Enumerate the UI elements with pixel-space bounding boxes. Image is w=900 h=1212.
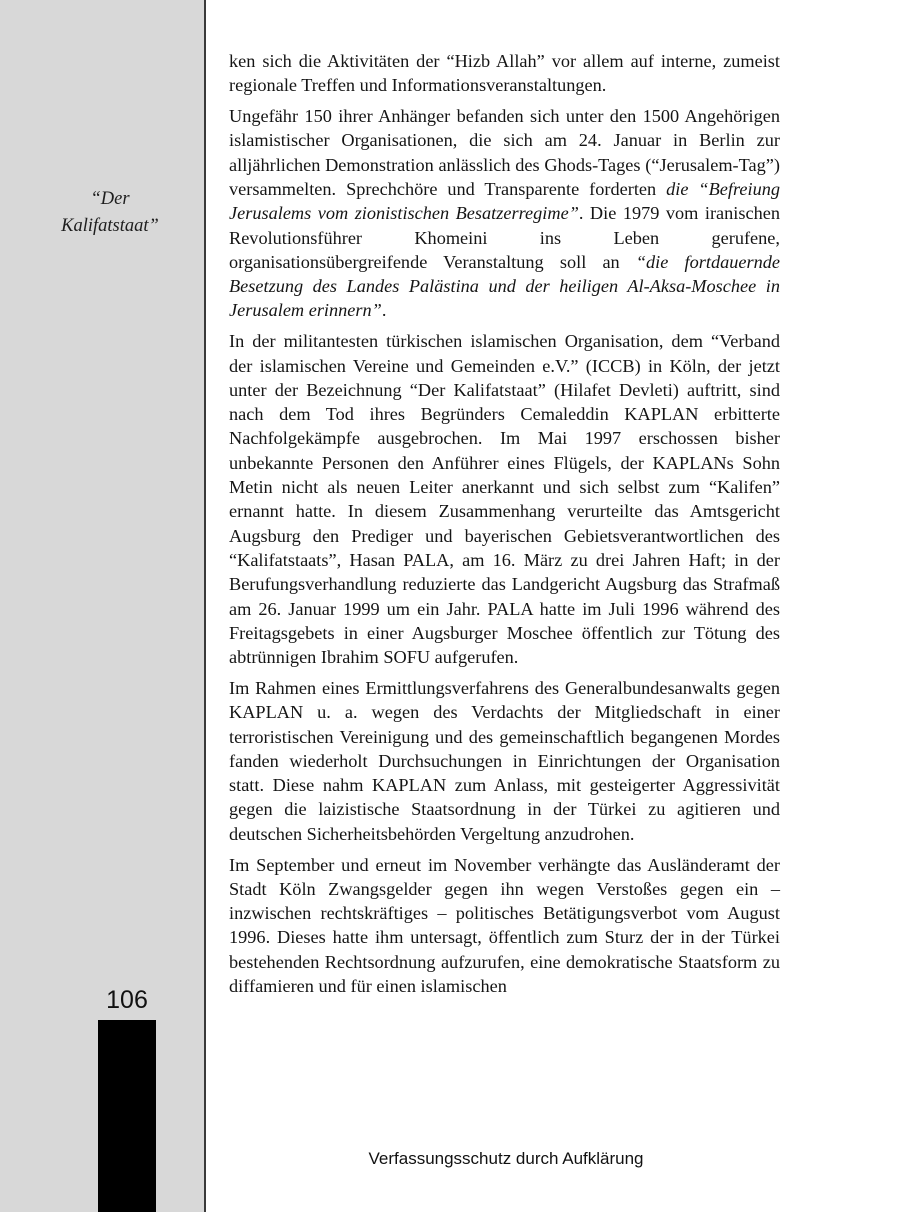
paragraph xyxy=(229,329,780,669)
paragraph-text: In der militantesten türkischen islamischen Organisation, dem “Verband der islamischen Vereine und Gemeinden e.V.” (ICCB) in Köln, der jetzt unter der Bezeichnung “Der Kalifatstaat” (Hilafet Devleti) auftritt, sind nach dem Tod ihres Begründers Cemaleddin KAPLAN erbitterte Nachfolgekämpfe ausgebrochen. Im Mai 1997 erschossen bisher unbekannte Personen den Anführer eines Flügels, der KAPLANs Sohn Metin nicht als neuen Leiter anerkannt und sich selbst zum “Kalifen” ernannt hatte. In diesem Zusammenhang verurteilte das Amtsgericht Augsburg den Prediger und bayerischen Gebietsverantwortlichen des “Kalifatstaats”, Hasan PALA, am 16. März zu drei Jahren Haft; in der Berufungsverhandlung reduzierte das Landgericht Augsburg das Strafmaß am 26. Januar 1999 um ein Jahr. PALA hatte im Juli 1996 während des Freitagsgebets in einer Augsburger Moschee öffentlich zur Tötung des abtrünnigen Ibrahim SOFU aufgerufen. xyxy=(229,331,780,668)
paragraph-text: . xyxy=(381,300,387,321)
page-tab-marker xyxy=(98,1020,156,1212)
section-label xyxy=(20,186,200,240)
paragraph xyxy=(229,104,780,323)
paragraph xyxy=(229,676,780,846)
section-label-line: Kalifatstaat” xyxy=(61,216,159,236)
section-label-line: “Der xyxy=(90,189,130,209)
page-number: 106 xyxy=(106,986,148,1014)
body-text xyxy=(229,49,780,1005)
paragraph xyxy=(229,853,780,999)
paragraph-text: Ungefähr 150 ihrer Anhänger befanden sich unter den 1500 Angehörigen islamistischer Organisationen, die sich am 24. Januar in Berlin zur alljährlichen Demonstration anlässlich des Ghods-Tages (“Jerusalem-Tag”) versammelten. Sprechchöre und Transparente forderten xyxy=(229,106,780,199)
quote-text: “die fortdauernde Besetzung des Landes Palästina und der heiligen Al-Aksa-Moschee in Jerusalem erinnern” xyxy=(229,251,781,321)
paragraph-text: ken sich die Aktivitäten der “Hizb Allah” vor allem auf interne, zumeist regionale Treffen und Informationsveranstaltungen. xyxy=(229,51,780,96)
paragraph-text: Im September und erneut im November verhängte das Ausländeramt der Stadt Köln Zwangsgelder gegen ihn wegen Verstoßes gegen ein – inzwischen rechtskräftiges – politisches Betätigungsverbot vom August 1996. Dieses hatte ihm untersagt, öffentlich zum Sturz der in der Türkei bestehenden Rechtsordnung aufzurufen, eine demokratische Staatsform zu diffamieren und für einen islamischen xyxy=(229,854,780,996)
paragraph xyxy=(229,49,780,98)
paragraph-text: . Die 1979 vom iranischen Revolutionsführer Khomeini ins Leben gerufene, organisationsübergreifende Veranstaltung soll an xyxy=(229,203,780,272)
footer-text: Verfassungsschutz durch Aufklärung xyxy=(368,1149,644,1168)
quote-text: die “Befreiung Jerusalems vom zionistischen Besatzerregime” xyxy=(229,178,780,224)
column-divider xyxy=(204,0,206,1212)
paragraph-text: Im Rahmen eines Ermittlungsverfahrens des Generalbundesanwalts gegen KAPLAN u. a. wegen des Verdachts der Mitgliedschaft in einer terroristischen Vereinigung und des gemeinschaftlich begangenen Mordes fanden wiederholt Durchsuchungen in Einrichtungen der Organisation statt. Diese nahm KAPLAN zum Anlass, mit gesteigerter Aggressivität gegen die laizistische Staatsordnung in der Türkei zu agitieren und deutschen Sicherheitsbehörden Vergeltung anzudrohen. xyxy=(229,677,780,844)
